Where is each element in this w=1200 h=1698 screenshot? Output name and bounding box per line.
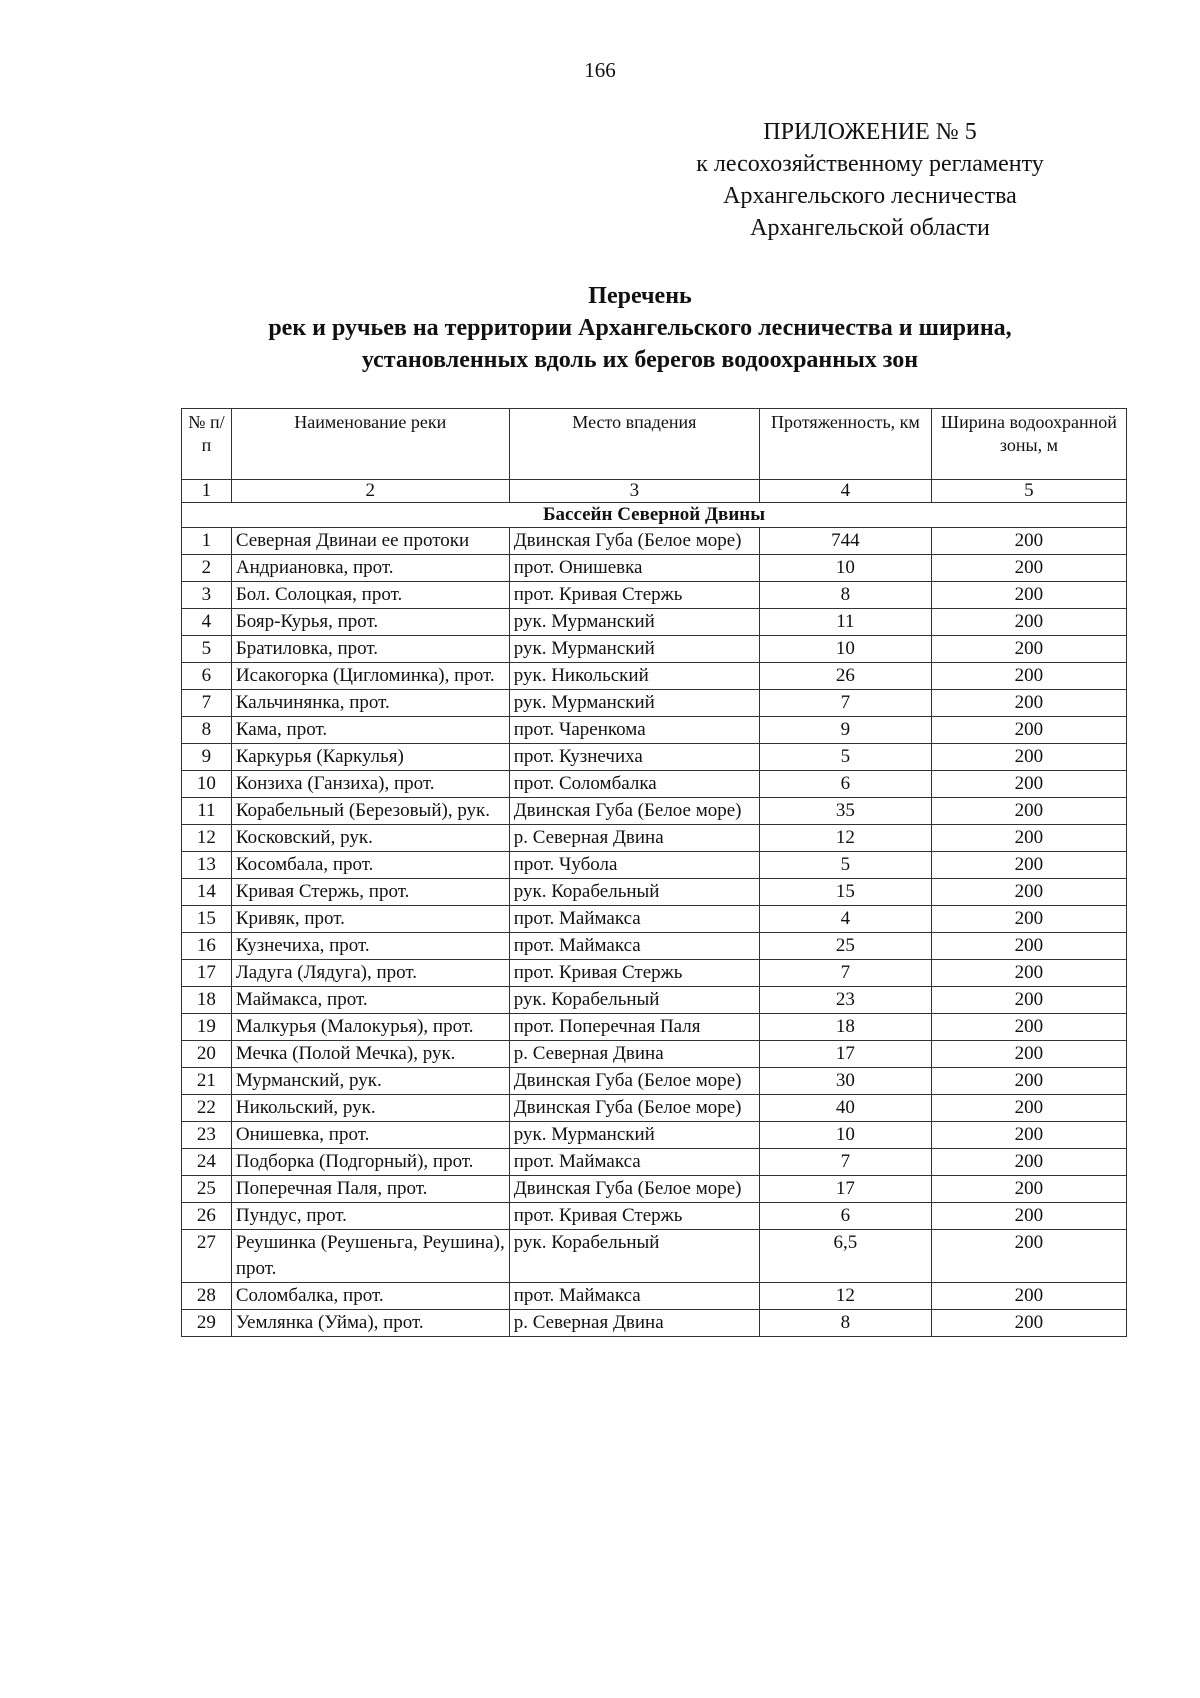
row-number: 25 xyxy=(182,1176,232,1203)
river-name: Конзиха (Ганзиха), прот. xyxy=(231,771,509,798)
appendix-line: Архангельского лесничества xyxy=(723,183,1017,209)
table-row xyxy=(182,1283,1127,1310)
river-length: 8 xyxy=(760,1310,932,1337)
river-name: Ладуга (Лядуга), прот. xyxy=(231,960,509,987)
river-length: 30 xyxy=(760,1068,932,1095)
table-row xyxy=(182,1122,1127,1149)
table-row xyxy=(182,690,1127,717)
table-row xyxy=(182,906,1127,933)
river-length: 17 xyxy=(760,1041,932,1068)
river-name: Кузнечиха, прот. xyxy=(231,933,509,960)
zone-width: 200 xyxy=(931,663,1126,690)
appendix-header xyxy=(650,116,1090,244)
zone-width: 200 xyxy=(931,1095,1126,1122)
zone-width: 200 xyxy=(931,1041,1126,1068)
table-row xyxy=(182,933,1127,960)
title-line: рек и ручьев на территории Архангельского лесничества и ширина, xyxy=(268,315,1012,341)
table-row xyxy=(182,1230,1127,1283)
row-number: 11 xyxy=(182,798,232,825)
river-length: 744 xyxy=(760,528,932,555)
document-title xyxy=(150,280,1130,376)
river-name: Малкурья (Малокурья), прот. xyxy=(231,1014,509,1041)
rivers-table xyxy=(181,408,1127,1337)
river-mouth: прот. Онишевка xyxy=(509,555,759,582)
row-number: 1 xyxy=(182,528,232,555)
zone-width: 200 xyxy=(931,582,1126,609)
river-length: 8 xyxy=(760,582,932,609)
river-mouth: Двинская Губа (Белое море) xyxy=(509,528,759,555)
river-mouth: рук. Корабельный xyxy=(509,879,759,906)
river-name: Мурманский, рук. xyxy=(231,1068,509,1095)
river-name: Никольский, рук. xyxy=(231,1095,509,1122)
zone-width: 200 xyxy=(931,879,1126,906)
river-name: Андриановка, прот. xyxy=(231,555,509,582)
table-row xyxy=(182,555,1127,582)
table-row xyxy=(182,960,1127,987)
zone-width: 200 xyxy=(931,825,1126,852)
table-row xyxy=(182,825,1127,852)
river-mouth: Двинская Губа (Белое море) xyxy=(509,1095,759,1122)
zone-width: 200 xyxy=(931,1310,1126,1337)
river-mouth: рук. Мурманский xyxy=(509,636,759,663)
river-length: 9 xyxy=(760,717,932,744)
zone-width: 200 xyxy=(931,1149,1126,1176)
zone-width: 200 xyxy=(931,1068,1126,1095)
river-length: 15 xyxy=(760,879,932,906)
row-number: 29 xyxy=(182,1310,232,1337)
table-row xyxy=(182,1176,1127,1203)
river-length: 7 xyxy=(760,960,932,987)
table-row xyxy=(182,798,1127,825)
river-name: Пундус, прот. xyxy=(231,1203,509,1230)
table-row xyxy=(182,744,1127,771)
table-row xyxy=(182,1095,1127,1122)
zone-width: 200 xyxy=(931,1122,1126,1149)
river-name: Косковский, рук. xyxy=(231,825,509,852)
river-name: Бол. Солоцкая, прот. xyxy=(231,582,509,609)
table-row xyxy=(182,1203,1127,1230)
header-number: № п/п xyxy=(182,409,232,480)
river-name: Кривяк, прот. xyxy=(231,906,509,933)
row-number: 20 xyxy=(182,1041,232,1068)
river-name: Косомбала, прот. xyxy=(231,852,509,879)
zone-width: 200 xyxy=(931,987,1126,1014)
column-number: 1 xyxy=(182,480,232,503)
column-number: 2 xyxy=(231,480,509,503)
row-number: 7 xyxy=(182,690,232,717)
row-number: 6 xyxy=(182,663,232,690)
river-length: 4 xyxy=(760,906,932,933)
river-name: Северная Двинаи ее протоки xyxy=(231,528,509,555)
row-number: 15 xyxy=(182,906,232,933)
table-row xyxy=(182,528,1127,555)
column-number: 5 xyxy=(931,480,1126,503)
row-number: 17 xyxy=(182,960,232,987)
zone-width: 200 xyxy=(931,1283,1126,1310)
river-name: Исакогорка (Цигломинка), прот. xyxy=(231,663,509,690)
row-number: 28 xyxy=(182,1283,232,1310)
river-length: 6,5 xyxy=(760,1230,932,1283)
river-length: 23 xyxy=(760,987,932,1014)
column-number: 4 xyxy=(760,480,932,503)
title-line: установленных вдоль их берегов водоохранных зон xyxy=(361,347,919,373)
row-number: 23 xyxy=(182,1122,232,1149)
river-length: 5 xyxy=(760,852,932,879)
river-mouth: прот. Маймакса xyxy=(509,933,759,960)
river-name: Кривая Стержь, прот. xyxy=(231,879,509,906)
table-row xyxy=(182,1149,1127,1176)
river-mouth: прот. Кривая Стержь xyxy=(509,1203,759,1230)
river-length: 40 xyxy=(760,1095,932,1122)
river-name: Кама, прот. xyxy=(231,717,509,744)
river-mouth: рук. Мурманский xyxy=(509,1122,759,1149)
table-row xyxy=(182,1014,1127,1041)
river-mouth: рук. Корабельный xyxy=(509,987,759,1014)
river-length: 11 xyxy=(760,609,932,636)
river-mouth: Двинская Губа (Белое море) xyxy=(509,798,759,825)
river-length: 7 xyxy=(760,690,932,717)
river-mouth: прот. Поперечная Паля xyxy=(509,1014,759,1041)
row-number: 10 xyxy=(182,771,232,798)
river-mouth: прот. Кузнечиха xyxy=(509,744,759,771)
river-name: Соломбалка, прот. xyxy=(231,1283,509,1310)
row-number: 14 xyxy=(182,879,232,906)
zone-width: 200 xyxy=(931,555,1126,582)
river-name: Братиловка, прот. xyxy=(231,636,509,663)
row-number: 12 xyxy=(182,825,232,852)
header-mouth: Место впадения xyxy=(509,409,759,480)
table-row xyxy=(182,1310,1127,1337)
river-length: 5 xyxy=(760,744,932,771)
table-row xyxy=(182,1068,1127,1095)
river-name: Бояр-Курья, прот. xyxy=(231,609,509,636)
appendix-title: ПРИЛОЖЕНИЕ № 5 xyxy=(763,119,977,145)
river-length: 6 xyxy=(760,771,932,798)
table-row xyxy=(182,879,1127,906)
river-mouth: р. Северная Двина xyxy=(509,1310,759,1337)
basin-row xyxy=(182,503,1127,528)
river-name: Мечка (Полой Мечка), рук. xyxy=(231,1041,509,1068)
zone-width: 200 xyxy=(931,960,1126,987)
river-mouth: Двинская Губа (Белое море) xyxy=(509,1176,759,1203)
row-number: 21 xyxy=(182,1068,232,1095)
river-mouth: рук. Мурманский xyxy=(509,690,759,717)
river-name: Каркурья (Каркулья) xyxy=(231,744,509,771)
header-river-name: Наименование реки xyxy=(231,409,509,480)
river-mouth: р. Северная Двина xyxy=(509,1041,759,1068)
table-row xyxy=(182,987,1127,1014)
row-number: 22 xyxy=(182,1095,232,1122)
row-number: 16 xyxy=(182,933,232,960)
river-name: Уемлянка (Уйма), прот. xyxy=(231,1310,509,1337)
zone-width: 200 xyxy=(931,636,1126,663)
table-row xyxy=(182,771,1127,798)
river-name: Маймакса, прот. xyxy=(231,987,509,1014)
river-name: Реушинка (Реушеньга, Реушина), прот. xyxy=(231,1230,509,1283)
river-mouth: прот. Маймакса xyxy=(509,1149,759,1176)
zone-width: 200 xyxy=(931,852,1126,879)
table-row xyxy=(182,717,1127,744)
row-number: 5 xyxy=(182,636,232,663)
zone-width: 200 xyxy=(931,1176,1126,1203)
table-header-row xyxy=(182,409,1127,480)
river-name: Подборка (Подгорный), прот. xyxy=(231,1149,509,1176)
zone-width: 200 xyxy=(931,690,1126,717)
zone-width: 200 xyxy=(931,771,1126,798)
river-length: 35 xyxy=(760,798,932,825)
river-length: 12 xyxy=(760,825,932,852)
table-row xyxy=(182,636,1127,663)
river-mouth: прот. Маймакса xyxy=(509,906,759,933)
row-number: 19 xyxy=(182,1014,232,1041)
river-mouth: прот. Соломбалка xyxy=(509,771,759,798)
zone-width: 200 xyxy=(931,744,1126,771)
zone-width: 200 xyxy=(931,798,1126,825)
appendix-line: Архангельской области xyxy=(750,215,990,241)
river-mouth: прот. Маймакса xyxy=(509,1283,759,1310)
river-length: 12 xyxy=(760,1283,932,1310)
basin-name: Бассейн Северной Двины xyxy=(182,503,1127,528)
row-number: 13 xyxy=(182,852,232,879)
row-number: 24 xyxy=(182,1149,232,1176)
appendix-line: к лесохозяйственному регламенту xyxy=(696,151,1044,177)
river-mouth: прот. Кривая Стержь xyxy=(509,582,759,609)
row-number: 27 xyxy=(182,1230,232,1283)
river-mouth: р. Северная Двина xyxy=(509,825,759,852)
row-number: 26 xyxy=(182,1203,232,1230)
zone-width: 200 xyxy=(931,717,1126,744)
title-line: Перечень xyxy=(588,283,692,309)
header-length: Протяженность, км xyxy=(760,409,932,480)
river-length: 10 xyxy=(760,1122,932,1149)
zone-width: 200 xyxy=(931,528,1126,555)
river-length: 25 xyxy=(760,933,932,960)
table-row xyxy=(182,609,1127,636)
river-mouth: рук. Мурманский xyxy=(509,609,759,636)
river-mouth: прот. Чаренкома xyxy=(509,717,759,744)
river-mouth: прот. Кривая Стержь xyxy=(509,960,759,987)
river-mouth: прот. Чубола xyxy=(509,852,759,879)
zone-width: 200 xyxy=(931,933,1126,960)
river-mouth: рук. Корабельный xyxy=(509,1230,759,1283)
zone-width: 200 xyxy=(931,906,1126,933)
river-length: 10 xyxy=(760,636,932,663)
row-number: 9 xyxy=(182,744,232,771)
column-number-row xyxy=(182,480,1127,503)
river-mouth: Двинская Губа (Белое море) xyxy=(509,1068,759,1095)
river-name: Корабельный (Березовый), рук. xyxy=(231,798,509,825)
river-length: 17 xyxy=(760,1176,932,1203)
row-number: 8 xyxy=(182,717,232,744)
table-row xyxy=(182,1041,1127,1068)
river-mouth: рук. Никольский xyxy=(509,663,759,690)
river-length: 6 xyxy=(760,1203,932,1230)
river-name: Поперечная Паля, прот. xyxy=(231,1176,509,1203)
table-row xyxy=(182,852,1127,879)
zone-width: 200 xyxy=(931,1203,1126,1230)
river-length: 18 xyxy=(760,1014,932,1041)
river-length: 26 xyxy=(760,663,932,690)
table-row xyxy=(182,582,1127,609)
river-length: 7 xyxy=(760,1149,932,1176)
page-number: 166 xyxy=(584,58,616,82)
row-number: 3 xyxy=(182,582,232,609)
zone-width: 200 xyxy=(931,1230,1126,1283)
river-name: Онишевка, прот. xyxy=(231,1122,509,1149)
zone-width: 200 xyxy=(931,609,1126,636)
row-number: 4 xyxy=(182,609,232,636)
row-number: 18 xyxy=(182,987,232,1014)
header-zone-width: Ширина водоохранной зоны, м xyxy=(931,409,1126,480)
river-length: 10 xyxy=(760,555,932,582)
zone-width: 200 xyxy=(931,1014,1126,1041)
column-number: 3 xyxy=(509,480,759,503)
river-name: Кальчинянка, прот. xyxy=(231,690,509,717)
row-number: 2 xyxy=(182,555,232,582)
table-row xyxy=(182,663,1127,690)
